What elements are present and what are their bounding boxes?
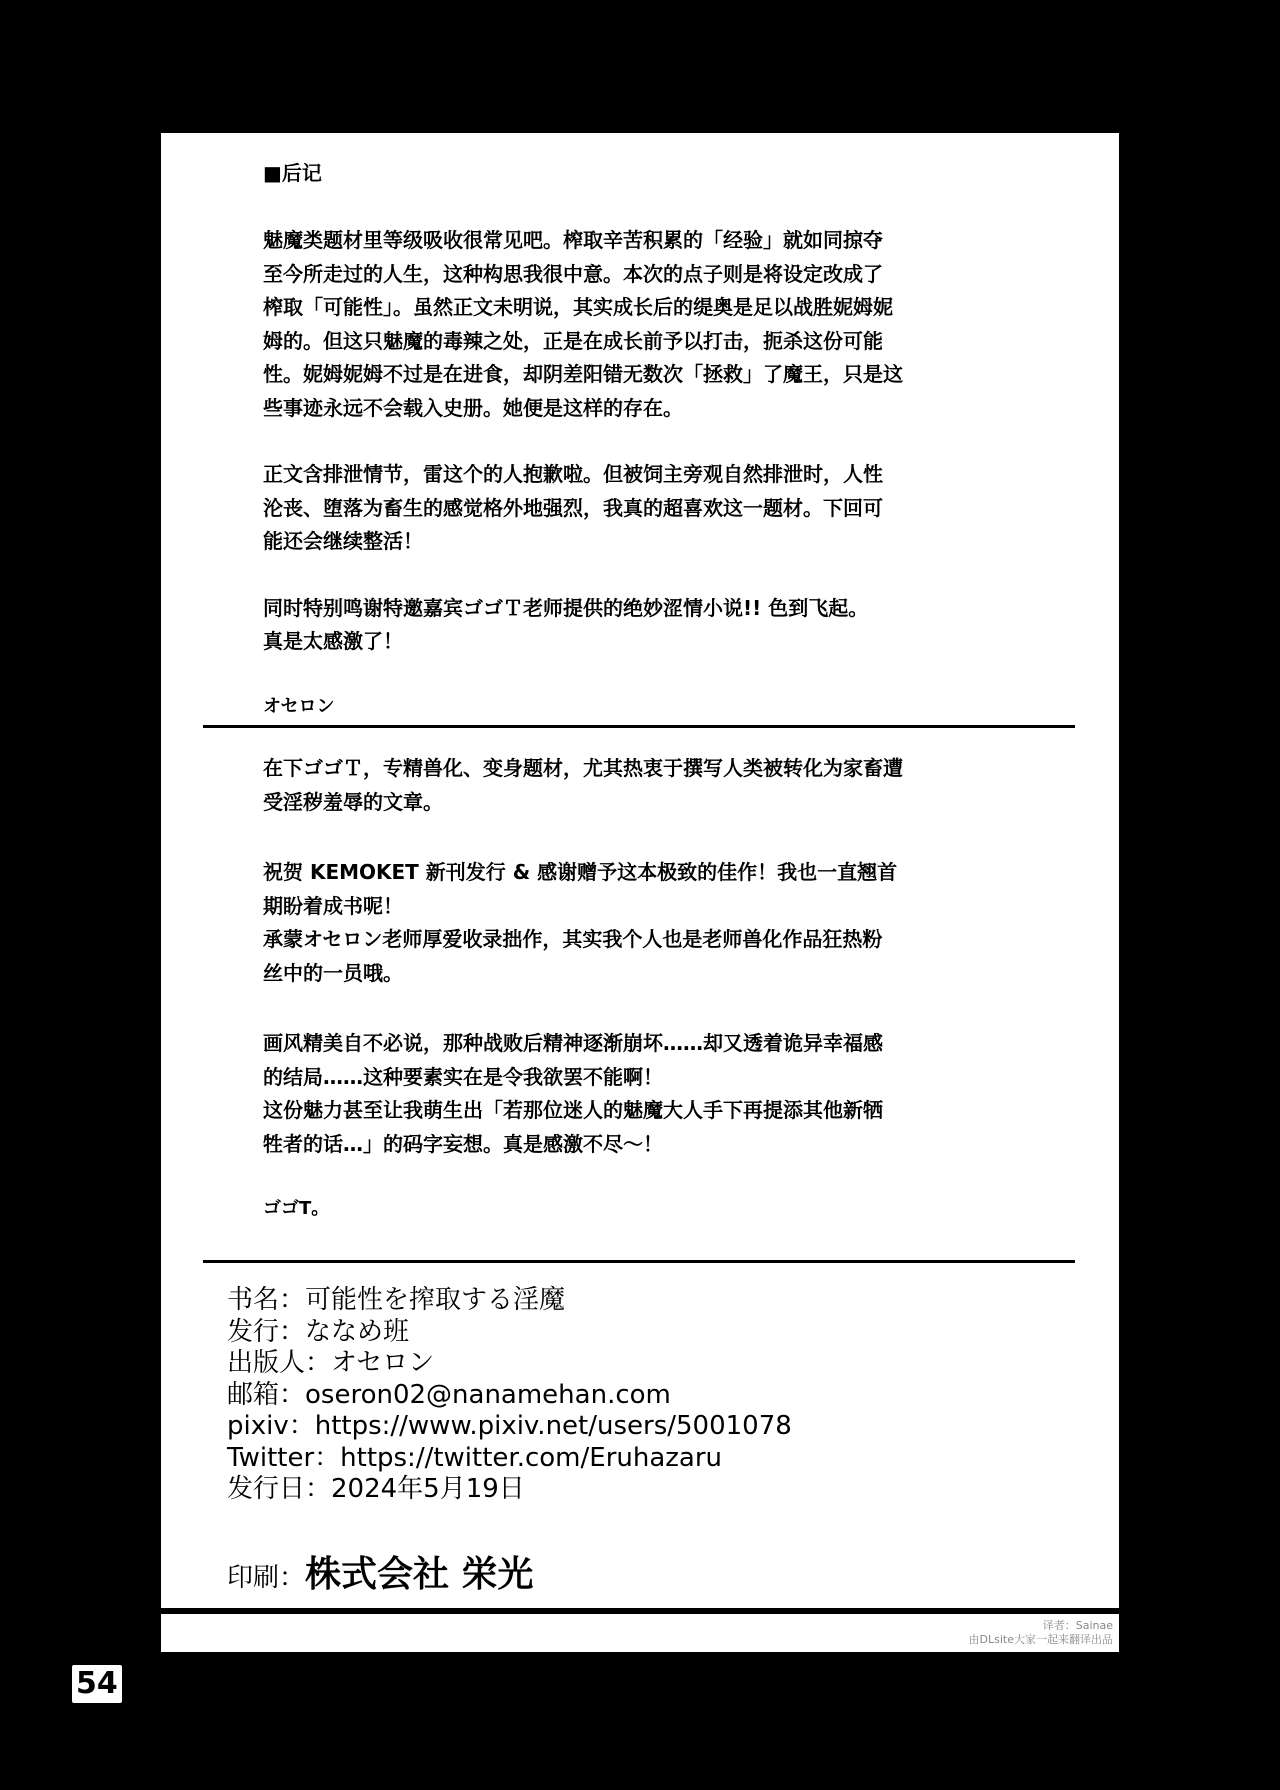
printer-label: 印刷： xyxy=(227,1563,306,1593)
document-page xyxy=(161,133,1119,1608)
guest-signature: ゴゴT。 xyxy=(263,1198,330,1219)
afterword-paragraph-3: 同时特别鸣谢特邀嘉宾ゴゴＴ老师提供的绝妙涩情小说!! 色到飞起。 真是太感激了！ xyxy=(263,595,869,653)
section-divider-1 xyxy=(203,725,1075,728)
page-number: 54 xyxy=(70,1663,124,1705)
colophon-publisher: 发行：ななめ班 xyxy=(227,1316,410,1347)
colophon-pixiv: pixiv：https://www.pixiv.net/users/5001078 xyxy=(227,1411,792,1441)
afterword-signature: オセロン xyxy=(263,695,335,717)
section-divider-2 xyxy=(203,1260,1075,1263)
guest-paragraph-1: 在下ゴゴＴ，专精兽化、变身题材，尤其热衷于撰写人类被转化为家畜遭 受淫秽羞辱的文章。 xyxy=(263,756,903,814)
afterword-paragraph-2: 正文含排泄情节，雷这个的人抱歉啦。但被饲主旁观自然排泄时，人性 沦丧、堕落为畜生的感觉格外地强烈，我真的超喜欢这一题材。下回可 能还会继续整活！ xyxy=(263,462,883,553)
colophon xyxy=(227,1285,1027,1506)
printer-name: 株式会社 栄光 xyxy=(305,1554,534,1595)
guest-paragraph-3: 画风精美自不必说，那种战败后精神逐渐崩坏……却又透着诡异幸福感 的结局……这种要素实在是令我欲罢不能啊！ 这份魅力甚至让我萌生出「若那位迷人的魅魔大人手下再提添其他新牺 牲者的话…」的码字妄想。真是感激不尽～！ xyxy=(263,1031,883,1156)
afterword-paragraph-1: 魅魔类题材里等级吸收很常见吧。榨取辛苦积累的「经验」就如同掠夺 至今所走过的人生，这种构思我很中意。本次的点子则是将设定改成了 榨取「可能性」。虽然正文未明说，其实成长后的缇奥是足以战胜妮姆妮 姆的。但这只魅魔的毒辣之处，正是在成长前予以打击，扼杀这份可能 性。妮姆妮姆不过是在进食，却阴差阳错无数次「拯救」了魔王，只是这 些事迹永远不会载入史册。她便是这样的存在。 xyxy=(263,228,903,420)
colophon-email: 邮箱：oseron02@nanamehan.com xyxy=(227,1379,671,1410)
credit-strip xyxy=(161,1614,1119,1652)
translator-credit: 译者：Sainae xyxy=(1042,1619,1113,1632)
colophon-author: 出版人：オセロン xyxy=(227,1348,435,1378)
printer-line xyxy=(227,1546,534,1597)
group-credit: 由DLsite大家一起来翻译出品 xyxy=(968,1633,1113,1646)
afterword-section xyxy=(263,157,1023,722)
colophon-title: 书名：可能性を搾取する淫魔 xyxy=(227,1285,566,1315)
guest-section xyxy=(263,752,1023,1224)
guest-paragraph-2: 祝贺 KEMOKET 新刊发行 & 感谢赠予这本极致的佳作！我也一直翘首 期盼着成书呢！ 承蒙オセロン老师厚爱收录拙作，其实我个人也是老师兽化作品狂热粉 丝中的一员哦。 xyxy=(263,860,898,985)
colophon-date: 发行日：2024年5月19日 xyxy=(227,1474,525,1504)
afterword-heading: ■后记 xyxy=(263,161,322,185)
colophon-twitter: Twitter：https://twitter.com/Eruhazaru xyxy=(227,1442,723,1473)
